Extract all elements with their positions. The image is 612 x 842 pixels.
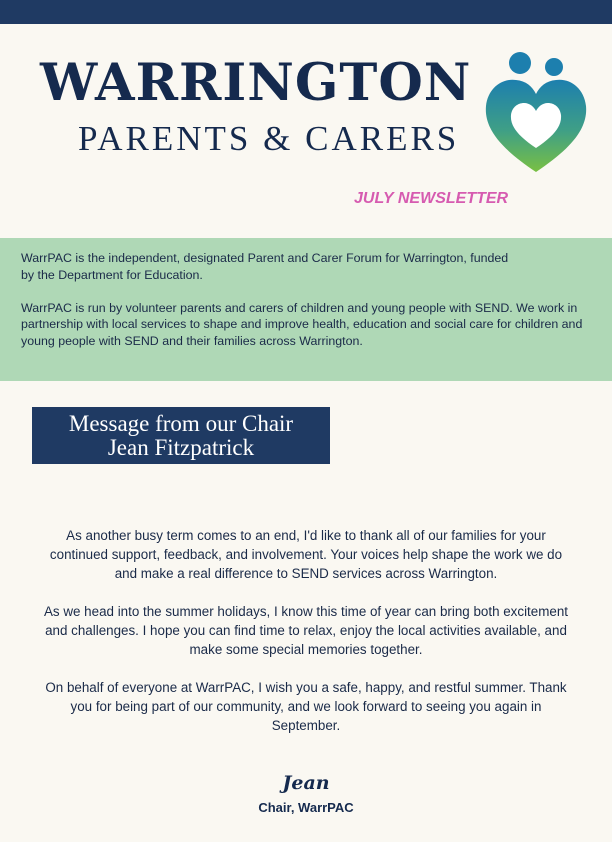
chair-message <box>42 526 570 754</box>
intro-text <box>21 250 591 366</box>
chair-heading <box>32 407 330 464</box>
page-title: WARRINGTON <box>40 53 472 113</box>
parent-head-right <box>545 58 563 76</box>
top-bar <box>0 0 612 24</box>
chair-heading-line: Message from our Chair <box>68 411 294 436</box>
signature-role: Chair, WarrPAC <box>258 800 354 815</box>
message-paragraph: As another busy term comes to an end, I'd like to thank all of our families for your continued support, feedback, and involvement. Your voices help shape the work we do and make a real difference to SEND services across Warrington. <box>49 528 563 581</box>
intro-paragraph: WarrPAC is run by volunteer parents and carers of children and young people with SEND. We work in partnership with local services to shape and improve health, education and social care for children and young people with SEND and their families across Warrington. <box>21 300 583 348</box>
signature: Jean <box>282 772 330 794</box>
message-paragraph: On behalf of everyone at WarrPAC, I wish you a safe, happy, and restful summer. Thank you for being part of our community, and we look forward to seeing you again in September. <box>45 680 567 733</box>
newsletter-label: JULY NEWSLETTER <box>354 190 509 207</box>
parent-head-left <box>509 52 531 74</box>
page-subtitle: PARENTS & CARERS <box>78 119 460 158</box>
message-paragraph: As we head into the summer holidays, I know this time of year can bring both excitement and challenges. I hope you can find time to relax, enjoy the local activities available, and make some special memories together. <box>44 604 568 657</box>
chair-heading-name: Jean Fitzpatrick <box>107 435 255 460</box>
family-heart-icon <box>480 48 592 178</box>
intro-paragraph: WarrPAC is the independent, designated Parent and Carer Forum for Warrington, funded by the Department for Education. <box>21 251 509 282</box>
